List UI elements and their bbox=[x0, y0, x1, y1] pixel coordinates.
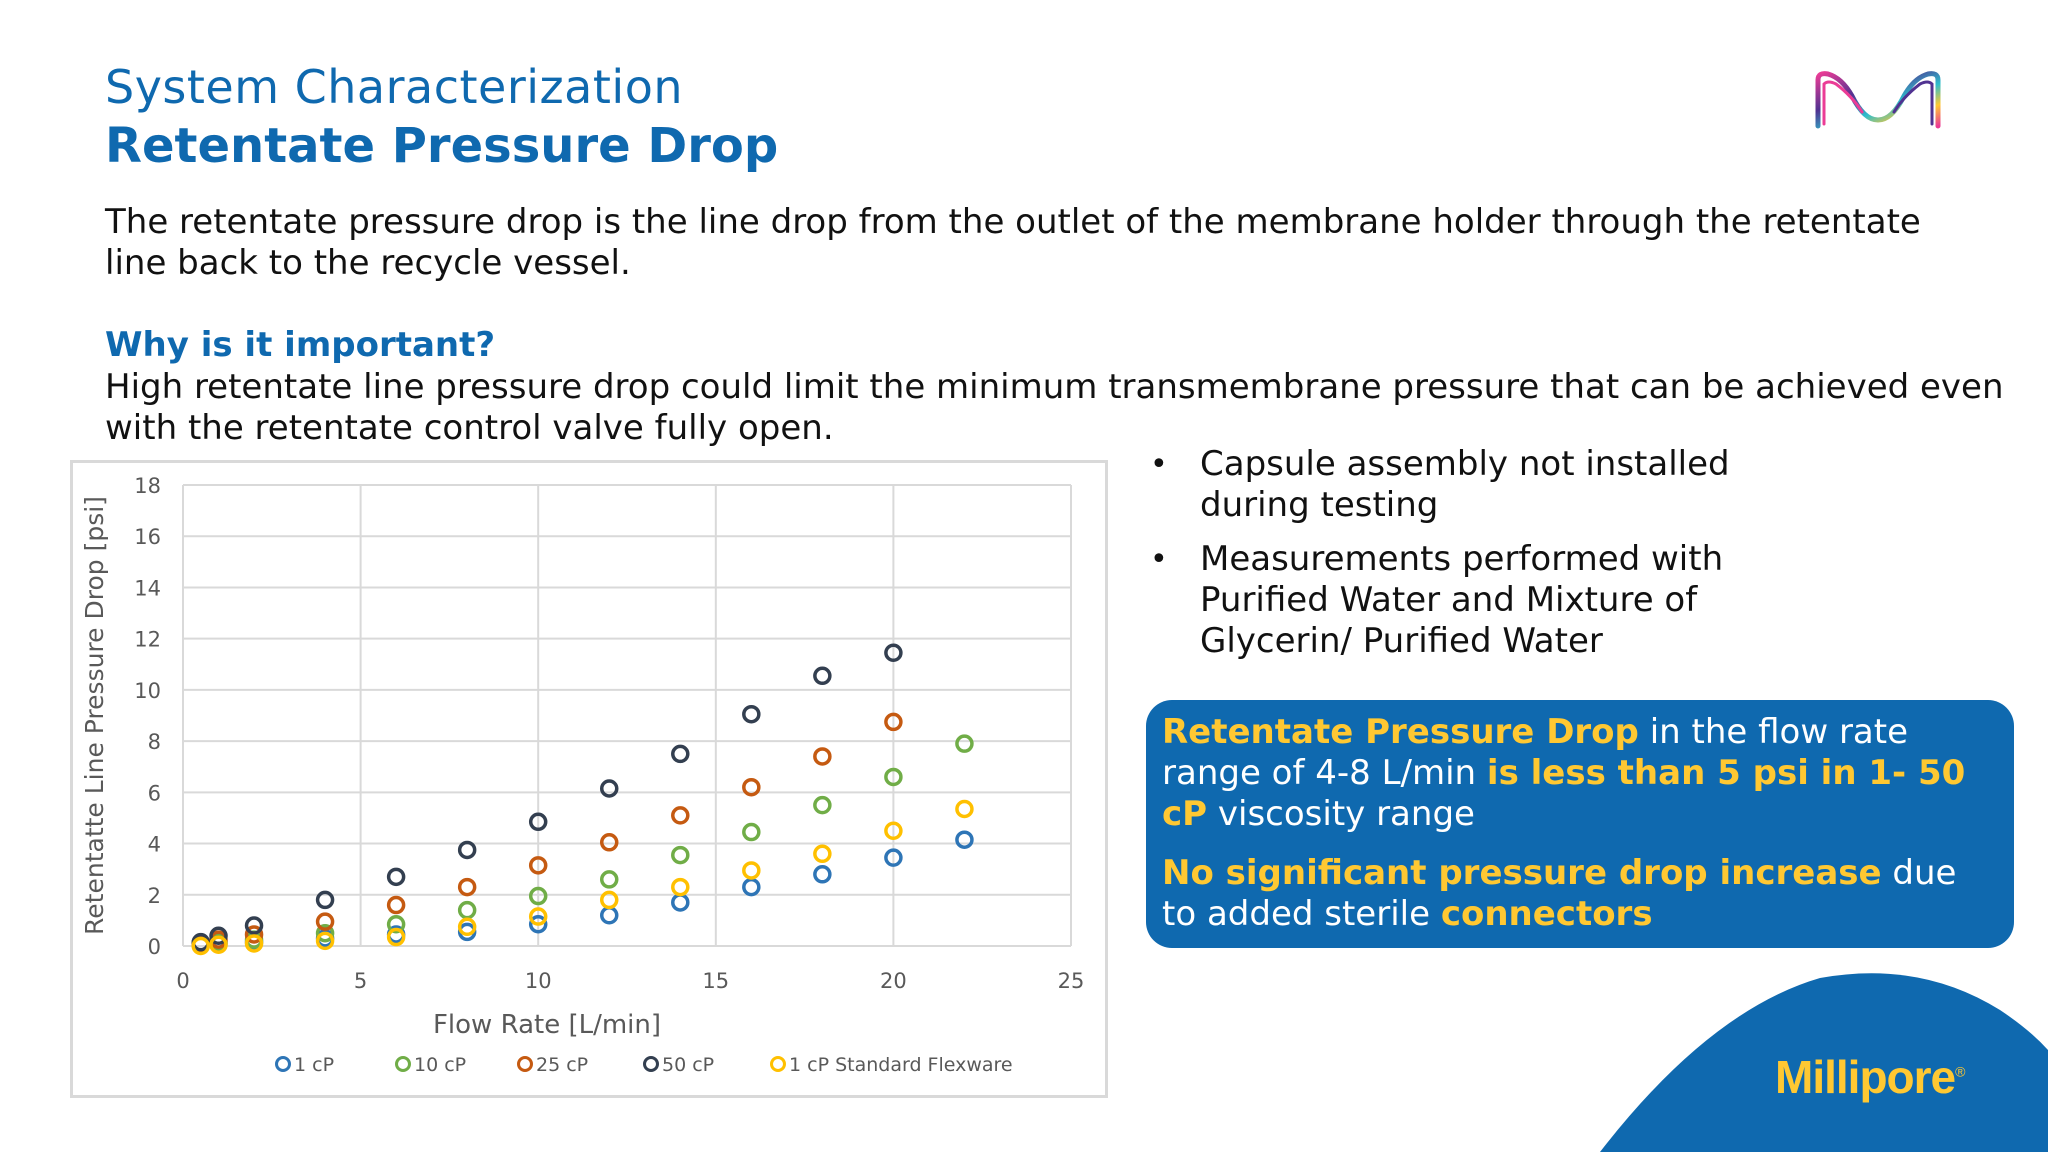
bullet-text: Capsule assembly not installed during testing bbox=[1200, 444, 1730, 525]
callout-highlight: connectors bbox=[1440, 894, 1653, 934]
callout-paragraph bbox=[1162, 853, 1998, 935]
data-point bbox=[815, 867, 830, 882]
y-tick-label: 2 bbox=[147, 883, 161, 908]
data-point bbox=[673, 880, 688, 895]
data-point bbox=[815, 798, 830, 813]
why-heading: Why is it important? bbox=[105, 325, 496, 365]
bullet-item bbox=[1150, 539, 1770, 662]
y-tick-label: 14 bbox=[134, 576, 161, 601]
data-point bbox=[815, 846, 830, 861]
data-point bbox=[744, 825, 759, 840]
legend-label: 25 cP bbox=[536, 1054, 589, 1076]
brand-registered-mark: ® bbox=[1955, 1063, 1965, 1080]
y-tick-label: 6 bbox=[147, 781, 161, 806]
x-tick-label: 15 bbox=[702, 969, 730, 993]
chart-container bbox=[70, 460, 1108, 1098]
data-point bbox=[673, 746, 688, 761]
legend-label: 1 cP Standard Flexware bbox=[789, 1054, 1013, 1076]
data-point bbox=[602, 872, 617, 887]
data-point bbox=[460, 880, 475, 895]
callout-text: viscosity range bbox=[1207, 794, 1475, 834]
x-tick-label: 0 bbox=[176, 969, 190, 993]
legend-marker bbox=[277, 1058, 290, 1071]
x-tick-label: 10 bbox=[524, 969, 552, 993]
y-tick-label: 12 bbox=[134, 627, 161, 652]
data-point bbox=[673, 848, 688, 863]
legend-marker bbox=[772, 1058, 785, 1071]
y-tick-label: 0 bbox=[147, 935, 161, 959]
x-tick-label: 20 bbox=[880, 969, 907, 993]
y-axis-title: Retentatte Line Pressure Drop [psi] bbox=[80, 496, 109, 935]
legend-marker bbox=[645, 1058, 658, 1071]
legend-marker bbox=[519, 1058, 532, 1071]
y-tick-label: 16 bbox=[134, 525, 161, 550]
brand-name: Millipore bbox=[1775, 1051, 1956, 1103]
data-point bbox=[957, 801, 972, 816]
slide-title: System Characterization bbox=[105, 60, 683, 114]
data-point bbox=[744, 863, 759, 878]
data-point bbox=[815, 668, 830, 683]
legend-label: 50 cP bbox=[662, 1054, 715, 1076]
x-tick-label: 25 bbox=[1057, 969, 1085, 993]
data-point bbox=[460, 842, 475, 857]
data-point bbox=[815, 749, 830, 764]
callout-highlight: is less than 5 psi in 1- 50 cP bbox=[1162, 753, 1966, 834]
data-point bbox=[460, 903, 475, 918]
legend-label: 1 cP bbox=[294, 1054, 335, 1076]
bullet-list bbox=[1150, 444, 1770, 675]
bullet-item bbox=[1150, 444, 1770, 526]
bullet-marker: • bbox=[1150, 542, 1168, 577]
data-point bbox=[602, 835, 617, 850]
legend-label: 10 cP bbox=[414, 1054, 467, 1076]
callout-highlight: Retentate Pressure Drop bbox=[1162, 712, 1639, 752]
y-tick-label: 10 bbox=[134, 678, 161, 703]
data-point bbox=[957, 736, 972, 751]
callout-text: in the flow rate range of 4-8 L/min bbox=[1162, 712, 1909, 793]
data-point bbox=[744, 880, 759, 895]
data-point bbox=[744, 707, 759, 722]
data-point bbox=[957, 832, 972, 847]
legend-marker bbox=[397, 1058, 410, 1071]
data-point bbox=[389, 869, 404, 884]
callout-highlight: No significant pressure drop increase bbox=[1162, 853, 1882, 893]
slide-subtitle: Retentate Pressure Drop bbox=[105, 118, 779, 174]
y-tick-label: 4 bbox=[147, 832, 161, 857]
scatter-chart bbox=[73, 463, 1105, 1095]
y-tick-label: 8 bbox=[147, 730, 161, 755]
y-tick-label: 18 bbox=[134, 474, 161, 498]
bullet-text: Measurements performed with Purified Water and Mixture of Glycerin/ Purified Water bbox=[1200, 539, 1724, 661]
x-tick-label: 5 bbox=[353, 969, 368, 993]
callout-paragraph bbox=[1162, 712, 1998, 835]
data-point bbox=[389, 898, 404, 913]
data-point bbox=[673, 808, 688, 823]
x-axis-title: Flow Rate [L/min] bbox=[432, 1010, 662, 1040]
brand-logo-icon bbox=[1812, 66, 1944, 134]
callout-text: due to added sterile bbox=[1162, 853, 1957, 934]
data-point bbox=[673, 895, 688, 910]
brand-wordmark bbox=[1775, 1050, 1964, 1104]
summary-callout bbox=[1146, 700, 2014, 948]
data-point bbox=[602, 908, 617, 923]
intro-paragraph: The retentate pressure drop is the line drop from the outlet of the membrane holder through the retentate line back to the recycle vessel. bbox=[105, 202, 1921, 283]
why-paragraph: High retentate line pressure drop could limit the minimum transmembrane pressure that can be achieved even with the retentate control valve fully open. bbox=[105, 367, 2004, 448]
data-point bbox=[602, 781, 617, 796]
bullet-marker: • bbox=[1150, 447, 1168, 482]
